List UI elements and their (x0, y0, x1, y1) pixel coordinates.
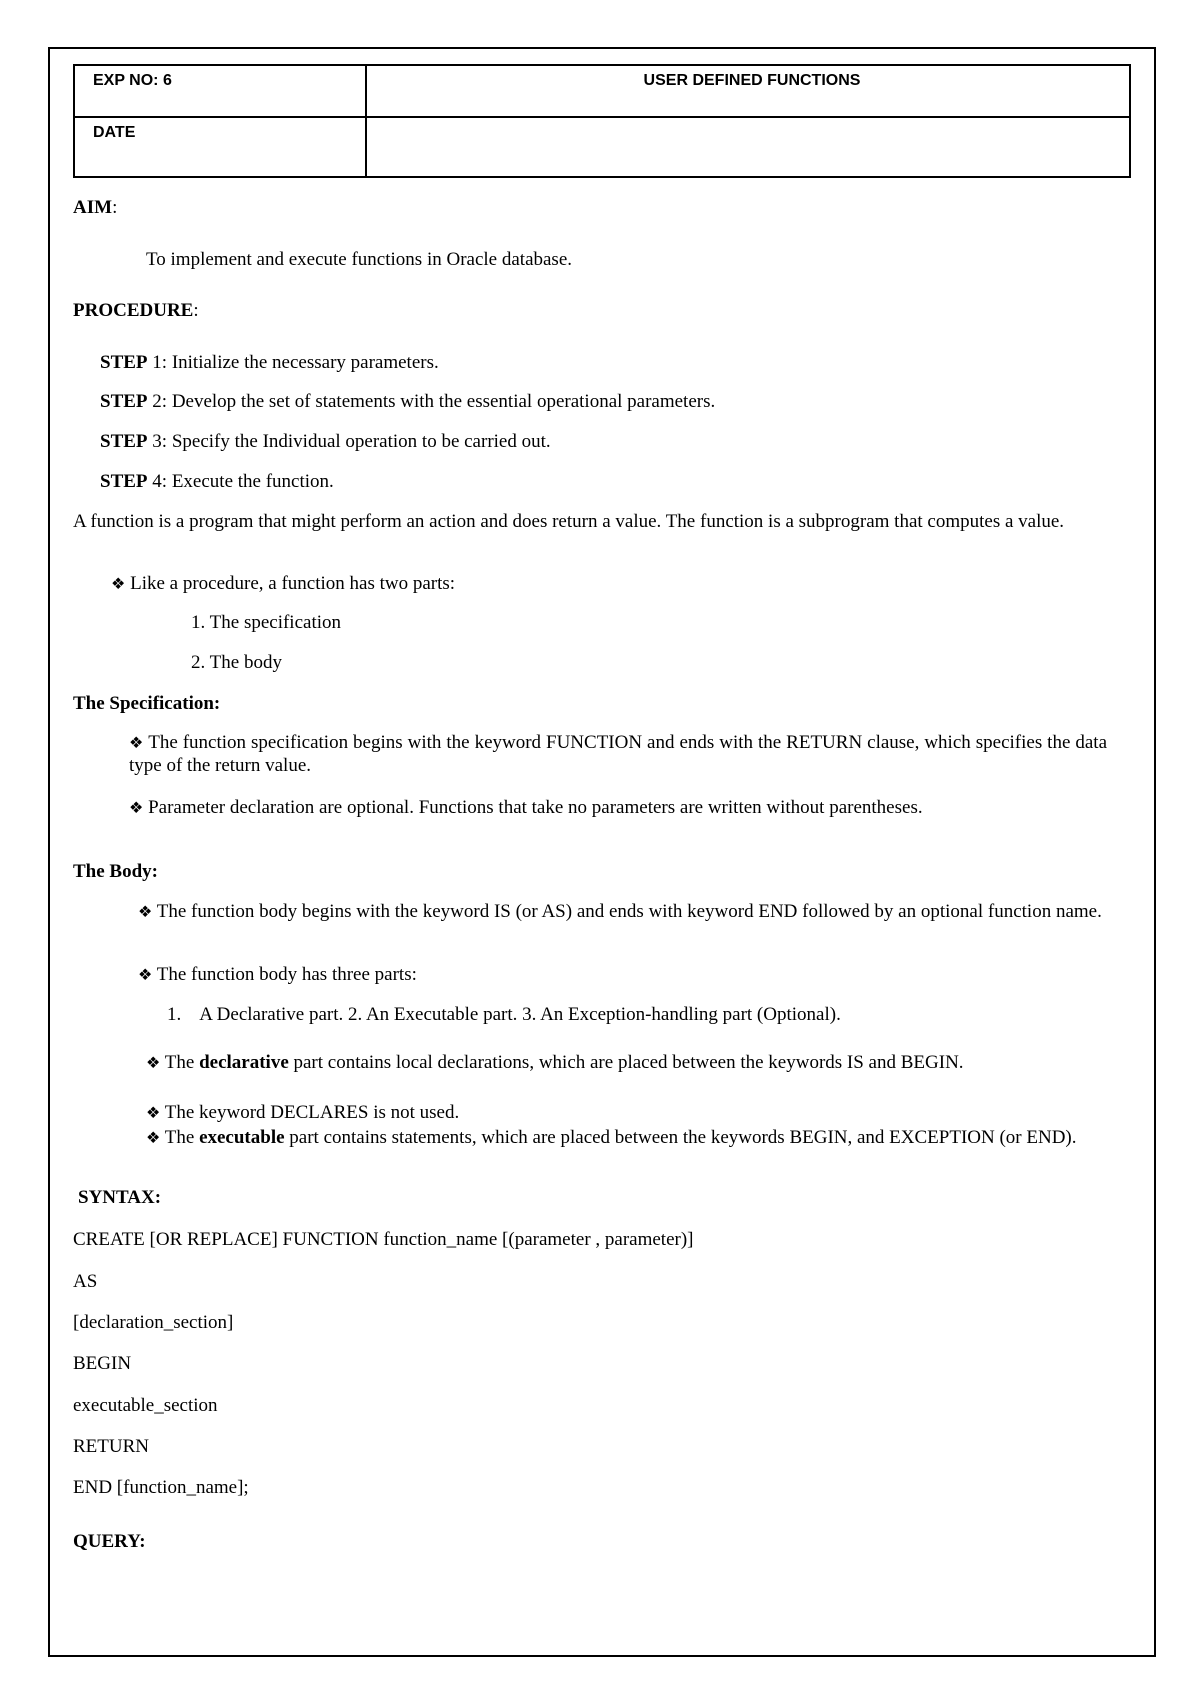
step-2: STEP 2: Develop the set of statements with the essential operational parameters. (100, 391, 716, 412)
document-page (48, 47, 1156, 1657)
step-1: STEP 1: Initialize the necessary parameters. (100, 352, 439, 373)
keyword-note: ❖ The keyword DECLARES is not used. (146, 1102, 460, 1123)
date-label-cell: DATE (74, 117, 366, 177)
syntax-line: CREATE [OR REPLACE] FUNCTION function_name [(parameter , parameter)] (73, 1229, 694, 1250)
aim-heading: AIM: (73, 197, 118, 218)
bullet-icon: ❖ (138, 904, 153, 921)
syntax-heading: SYNTAX: (78, 1187, 162, 1208)
bullet-icon: ❖ (129, 800, 144, 817)
specification-heading: The Specification: (73, 693, 221, 714)
bullet-icon: ❖ (146, 1105, 161, 1122)
step-4: STEP 4: Execute the function. (100, 471, 334, 492)
query-heading: QUERY: (73, 1531, 146, 1552)
syntax-line: END [function_name]; (73, 1477, 249, 1498)
three-parts-list: 1. A Declarative part. 2. An Executable part. 3. An Exception-handling part (Optional). (167, 1004, 841, 1025)
syntax-line: AS (73, 1271, 98, 1292)
spec-bullet-2: ❖ Parameter declaration are optional. Functions that take no parameters are written without parentheses. (129, 797, 923, 818)
syntax-line: executable_section (73, 1395, 218, 1416)
body-bullet-2: ❖ The function body has three parts: (138, 964, 417, 985)
step-3: STEP 3: Specify the Individual operation to be carried out. (100, 431, 551, 452)
parts-item-1: 1. The specification (191, 612, 342, 633)
bullet-icon: ❖ (146, 1055, 161, 1072)
body-bullet-1: ❖ The function body begins with the keyword IS (or AS) and ends with keyword END followed by an optional function name. (138, 901, 1102, 922)
declarative-paragraph: ❖ The declarative part contains local declarations, which are placed between the keywords IS and BEGIN. (146, 1052, 964, 1073)
experiment-header-table (73, 64, 1131, 178)
date-value-cell (366, 117, 1130, 177)
executable-paragraph: ❖ The executable part contains statements, which are placed between the keywords BEGIN, and EXCEPTION (or END). (146, 1127, 1077, 1148)
bullet-icon: ❖ (129, 735, 144, 752)
bullet-icon: ❖ (111, 576, 126, 593)
spec-bullet-1: ❖ The function specification begins with the keyword FUNCTION and ends with the RETURN clause, which specifies the data type of the return value. (129, 732, 1108, 776)
syntax-line: [declaration_section] (73, 1312, 234, 1333)
experiment-title-cell: USER DEFINED FUNCTIONS (366, 65, 1130, 117)
bullet-icon: ❖ (146, 1130, 161, 1147)
exp-no-cell: EXP NO: 6 (74, 65, 366, 117)
function-intro-paragraph: A function is a program that might perform an action and does return a value. The function is a subprogram that computes a value. (73, 511, 1065, 532)
syntax-line: BEGIN (73, 1353, 132, 1374)
body-heading: The Body: (73, 861, 158, 882)
bullet-icon: ❖ (138, 967, 153, 984)
parts-bullet: ❖ Like a procedure, a function has two parts: (111, 573, 456, 594)
aim-text: To implement and execute functions in Oracle database. (146, 249, 573, 270)
syntax-line: RETURN (73, 1436, 149, 1457)
procedure-heading: PROCEDURE: (73, 300, 199, 321)
parts-item-2: 2. The body (191, 652, 282, 673)
